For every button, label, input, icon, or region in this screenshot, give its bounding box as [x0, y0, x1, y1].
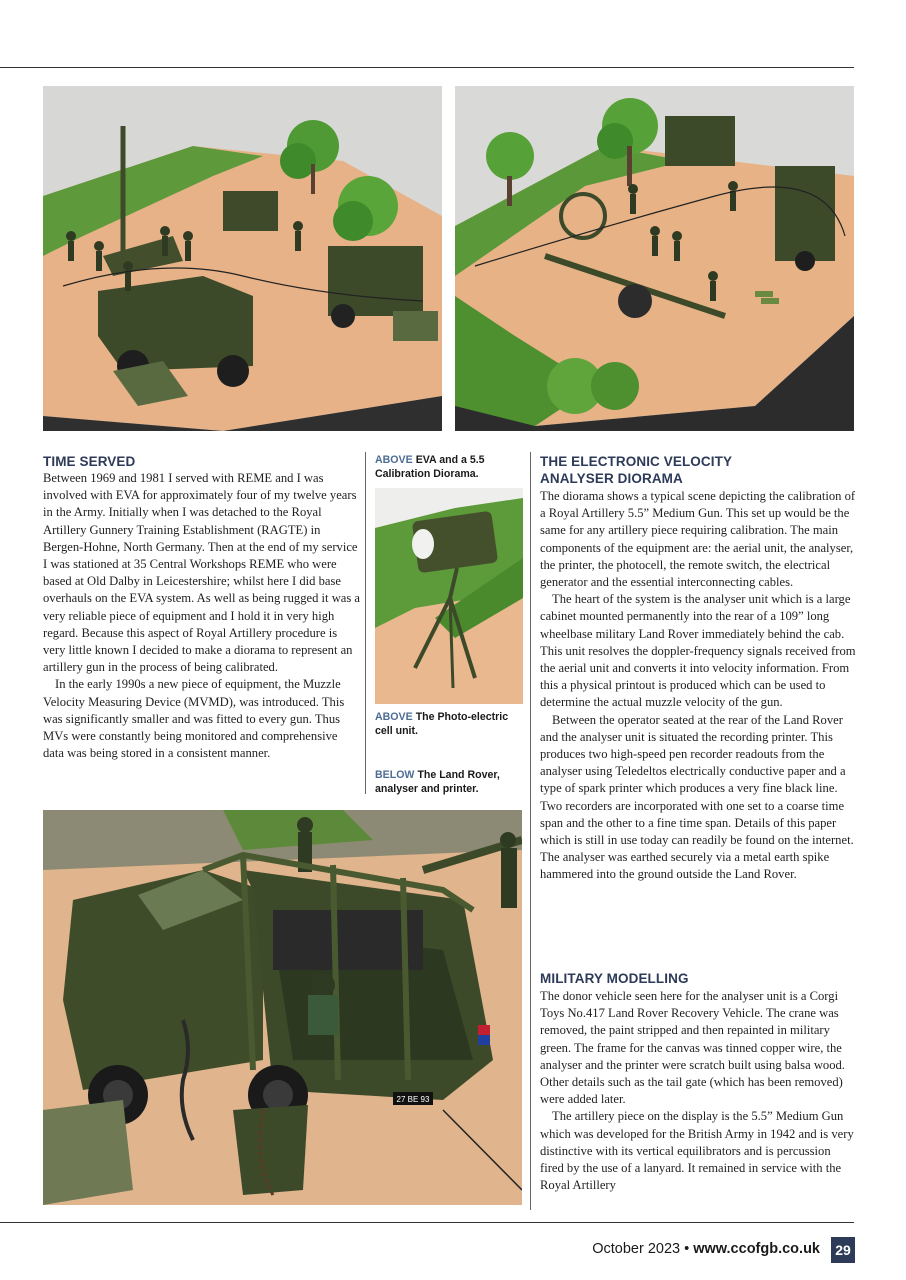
- footer-url[interactable]: www.ccofgb.co.uk: [693, 1241, 820, 1257]
- paragraph: The diorama shows a typical scene depicting the calibration of a Royal Artillery 5.5” Medium Gun. This set up would be the same for any artillery piece requiring calibration. The main components of the equipment are: the aerial unit, the analyser, the printer, the photocell, the remote switch, the electrical generator and the essential interconnecting cables.: [540, 489, 856, 590]
- military-modelling-body: [540, 988, 856, 1194]
- footer-separator: •: [684, 1241, 690, 1257]
- page-number: 29: [831, 1237, 855, 1263]
- caption-text: The Photo-electric cell unit.: [375, 711, 509, 737]
- caption-lead: ABOVE: [375, 454, 413, 466]
- caption-lead: BELOW: [375, 769, 415, 781]
- caption-calibration: [375, 454, 523, 481]
- caption-lead: ABOVE: [375, 711, 413, 723]
- caption-text: EVA and a 5.5 Calibration Diorama.: [375, 454, 485, 480]
- time-served-heading: TIME SERVED: [43, 454, 136, 469]
- caption-landrover: [375, 769, 523, 796]
- footer: [592, 1238, 820, 1260]
- column-rule-left: [365, 452, 366, 794]
- column-rule-right: [530, 452, 531, 1210]
- top-rule: [0, 67, 854, 68]
- paragraph: The donor vehicle seen here for the analyser unit is a Corgi Toys No.417 Land Rover Recovery Vehicle. The crane was removed, the paint stripped and then repainted in military green. The frame for the canvas was tinned copper wire, the analyser and the printer were scratch built using balsa wood. Other details such as the tail gate (which has been removed) were added later.: [540, 989, 845, 1107]
- caption-photocell: [375, 711, 523, 738]
- number-plate-text: 27 BE 93: [396, 1095, 430, 1104]
- paragraph: The heart of the system is the analyser unit which is a large cabinet mounted permanently into the rear of a 109” long wheelbase military Land Rover immediately behind the cab. This unit resolves the doppler-frequency signals received from the aerial unit and converts it into velocity information. From this a physical printout is produced which can be used to determine the actual muzzle velocity of the gun.: [540, 592, 856, 710]
- eva-diorama-heading: THE ELECTRONIC VELOCITY ANALYSER DIORAMA: [540, 454, 732, 486]
- paragraph: In the early 1990s a new piece of equipment, the Muzzle Velocity Measuring Device (MVMD), was introduced. This was significantly smaller and was fitted to every gun. Thus MVs were constantly being monitored and comprehensive data was being stored in a consistent manner.: [43, 677, 345, 761]
- military-modelling-heading: MILITARY MODELLING: [540, 971, 689, 986]
- diorama-photo-left: [43, 86, 442, 431]
- caption-text: The Land Rover, analyser and printer.: [375, 769, 500, 795]
- bottom-rule: [0, 1222, 854, 1223]
- footer-date: October 2023: [592, 1241, 681, 1257]
- time-served-body: [43, 470, 361, 762]
- paragraph: Between 1969 and 1981 I served with REME and I was involved with EVA for approximately four of my twelve years in the Army. Initially when I was detached to the Royal Artillery Gunnery Training Establishment (RAGTE) in Bergen-Hohne, North Germany. Then at the end of my service I was stationed at 35 Central Workshops REME who were based at Old Dalby in Leicestershire; whilst here I did base overhauls on the EVA system. As well as being rugged it was a very reliable piece of equipment and I hold it in very high regard. Because this aspect of Royal Artillery procedure is very little known I decided to make a diorama to represent an artillery gun in the process of being calibrated.: [43, 471, 361, 675]
- landrover-photo: [43, 810, 522, 1205]
- paragraph: The artillery piece on the display is the 5.5” Medium Gun which was developed for the British Army in 1942 and is very distinctive with its vertical equilibrators and is percussion fired by the use of a lanyard. It remained in service with the Royal Artillery: [540, 1109, 854, 1193]
- photocell-photo: [375, 488, 523, 704]
- diorama-photo-right: [455, 86, 854, 431]
- eva-diorama-body: [540, 488, 856, 884]
- paragraph: Between the operator seated at the rear of the Land Rover and the analyser unit is situated the recording printer. This produces two high-speed pen recorder readouts from the analyser using Teledeltos electrically conductive paper and a type of spark printer which produces a very fine black line. Two recorders are incorporated with one set to a coarse time span and the other to a fine time span. Details of this paper which is still in use today can readily be found on the internet. The analyser was earthed securely via a metal earth spike hammered into the ground outside the Land Rover.: [540, 712, 854, 882]
